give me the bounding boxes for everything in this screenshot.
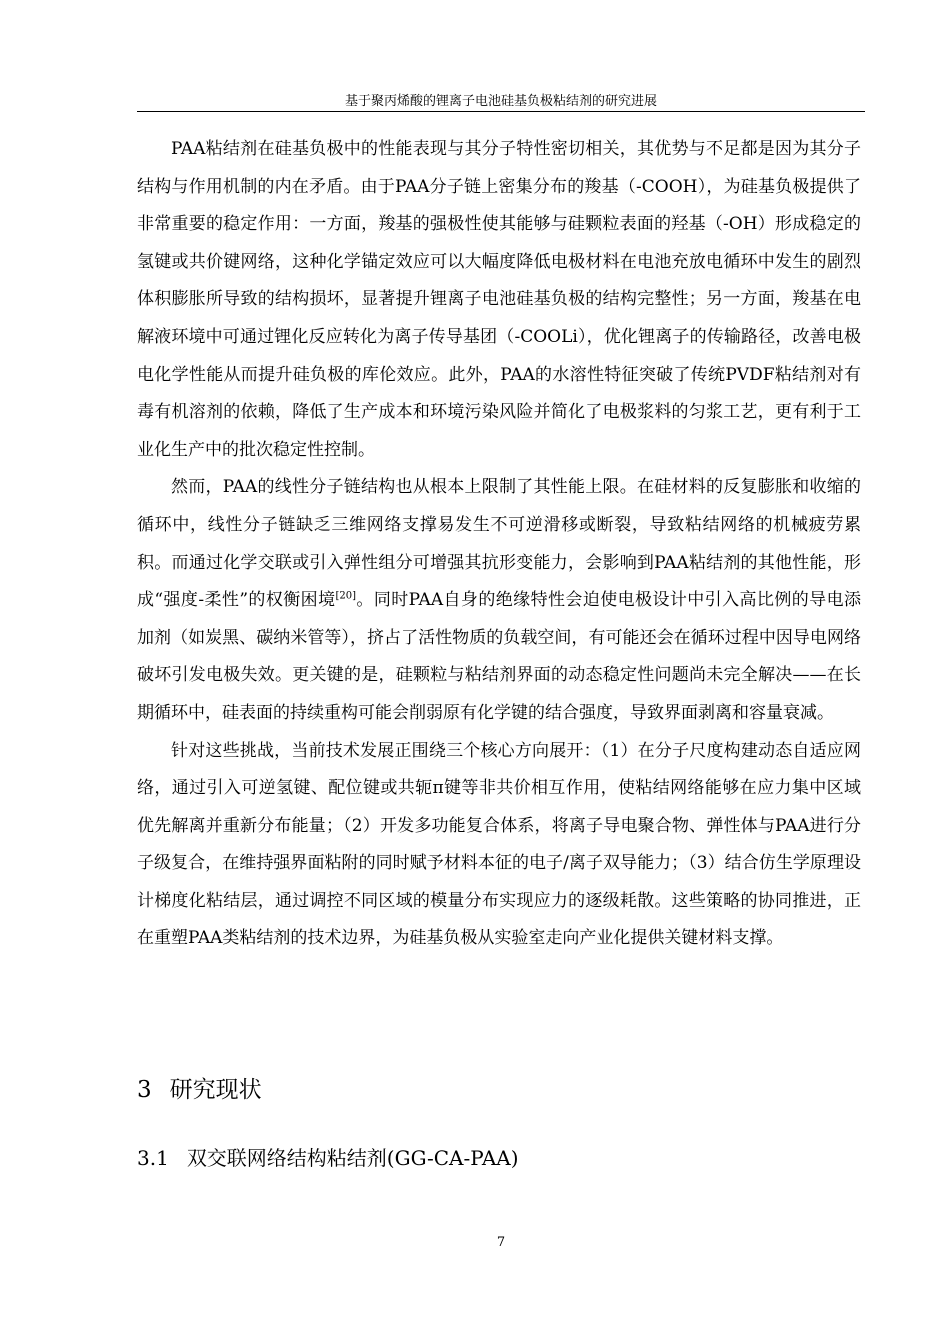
paragraph-2 — [137, 469, 861, 732]
page-number: 7 — [496, 1235, 506, 1250]
subsection-number: 3.1 — [137, 1146, 169, 1170]
paragraph-2-text-b: 。同时PAA自身的绝缘特性会迫使电极设计中引入高比例的导电添加剂（如炭黑、碳纳米管等），挤占了活性物质的负载空间，有可能还会在循环过程中因导电网络破坏引发电极失效。更关键的是，硅颗粒与粘结剂界面的动态稳定性问题尚未完全解决——在长期循环中，硅表面的持续重构可能会削弱原有化学键的结合强度，导致界面剥离和容量衰减。 — [137, 590, 861, 723]
paragraph-1: PAA粘结剂在硅基负极中的性能表现与其分子特性密切相关，其优势与不足都是因为其分子结构与作用机制的内在矛盾。由于PAA分子链上密集分布的羧基（-COOH），为硅基负极提供了非常重要的稳定作用：一方面，羧基的强极性使其能够与硅颗粒表面的羟基（-OH）形成稳定的氢键或共价键网络，这种化学锚定效应可以大幅度降低电极材料在电池充放电循环中发生的剧烈体积膨胀所导致的结构损坏，显著提升锂离子电池硅基负极的结构完整性；另一方面，羧基在电解液环境中可通过锂化反应转化为离子传导基团（-COOLi），优化锂离子的传输路径，改善电极电化学性能从而提升硅负极的库伦效应。此外，PAA的水溶性特征突破了传统PVDF粘结剂对有毒有机溶剂的依赖，降低了生产成本和环境污染风险并简化了电极浆料的匀浆工艺，更有利于工业化生产中的批次稳定性控制。 — [137, 139, 861, 460]
section-heading — [137, 1072, 262, 1108]
subsection-title: 双交联网络结构粘结剂(GG-CA-PAA) — [186, 1146, 519, 1170]
paragraph-2-text-a: 然而，PAA的线性分子链结构也从根本上限制了其性能上限。在硅材料的反复膨胀和收缩的循环中，线性分子链缺乏三维网络支撑易发生不可逆滑移或断裂，导致粘结网络的机械疲劳累积。而通过化学交联或引入弹性组分可增强其抗形变能力，会影响到PAA粘结剂的其他性能，形成“强度-柔性”的权衡困境 — [137, 477, 861, 611]
header-divider — [137, 111, 865, 112]
citation-ref: [20] — [335, 590, 357, 602]
paragraph-3: 针对这些挑战，当前技术发展正围绕三个核心方向展开：（1）在分子尺度构建动态自适应网络，通过引入可逆氢键、配位键或共轭π键等非共价相互作用，使粘结网络能够在应力集中区域优先解离并重新分布能量；（2）开发多功能复合体系，将离子导电聚合物、弹性体与PAA进行分子级复合，在维持强界面粘附的同时赋予材料本征的电子/离子双导能力；（3）结合仿生学原理设计梯度化粘结层，通过调控不同区域的模量分布实现应力的逐级耗散。这些策略的协同推进，正在重塑PAA类粘结剂的技术边界，为硅基负极从实验室走向产业化提供关键材料支撑。 — [137, 740, 861, 949]
running-header: 基于聚丙烯酸的锂离子电池硅基负极粘结剂的研究进展 — [344, 94, 657, 109]
section-number: 3 — [137, 1077, 152, 1103]
body-text — [137, 131, 861, 958]
subsection-heading — [137, 1142, 519, 1174]
section-title: 研究现状 — [169, 1077, 262, 1103]
